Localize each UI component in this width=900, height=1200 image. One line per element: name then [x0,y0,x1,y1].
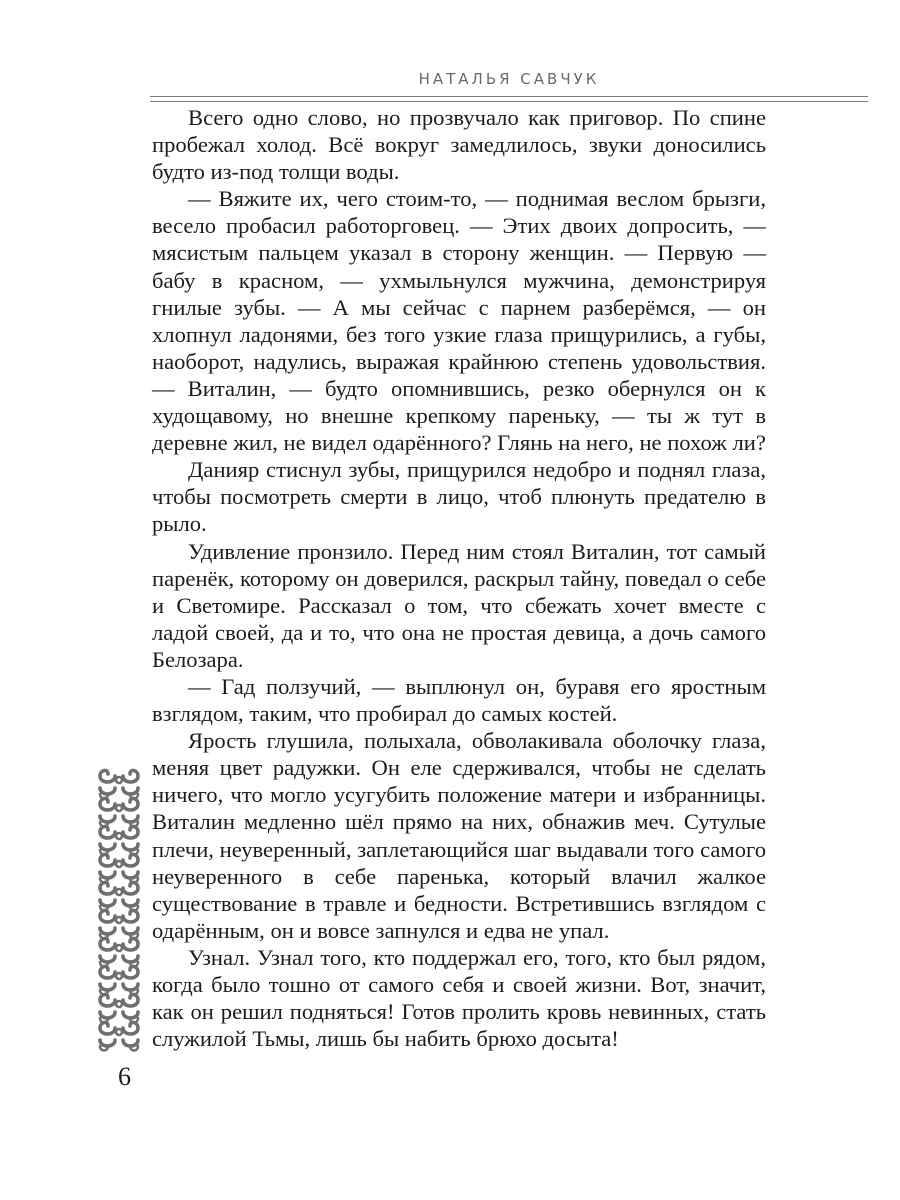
knot-ornament-icon [96,768,142,1064]
running-head: НАТАЛЬЯ САВЧУК [418,70,600,88]
paragraph: Удивление пронзило. Перед ним стоял Виталин, тот самый паренёк, которому он доверился, раскрыл тайну, поведал о себе и Светомире. Рассказал о том, что сбежать хочет вместе с ладой своей, да и то, что она не простая девица, а дочь самого Белозара. [152,538,766,672]
paragraph: Данияр стиснул зубы, прищурился недобро и поднял глаза, чтобы посмотреть смерти в лицо, чтоб плюнуть предателю в рыло. [152,457,766,537]
main-text [152,104,766,1052]
paragraph: Узнал. Узнал того, кто поддержал его, того, кто был рядом, когда было тошно от самого себя и своей жизни. Вот, значит, как он решил подняться! Готов пролить кровь невинных, стать служилой Тьмы, лишь бы набить брюхо досыта! [152,944,766,1052]
page-number: 6 [118,1062,131,1091]
paragraph: Ярость глушила, полыхала, обволакивала оболочку глаза, меняя цвет радужки. Он еле сдерживался, чтобы не сделать ничего, что могло усугубить положение матери и избранницы. Виталин медленно шёл прямо на них, обнажив меч. Сутулые плечи, неуверенный, заплетающийся шаг выдавали того самого неуверенного в себе паренька, который влачил жалкое существование в травле и бедности. Встретившись взглядом с одарённым, он и вовсе запнулся и едва не упал. [152,728,766,943]
paragraph: — Гад ползучий, — выплюнул он, буравя его яростным взглядом, таким, что пробирал до самых костей. [152,673,766,727]
header-rule [150,96,868,102]
paragraph: — Вяжите их, чего стоим-то, — поднимая веслом брызги, весело пробасил работорговец. — Этих двоих допросить, — мясистым пальцем указал в сторону женщин. — Первую — бабу в красном, — ухмыльнулся мужчина, демонстрируя гнилые зубы. — А мы сейчас с парнем разберёмся, — он хлопнул ладонями, без того узкие глаза прищурились, а губы, наоборот, надулись, выражая крайнюю степень удовольствия. — Виталин, — будто опомнившись, резко обернулся он к худощавому, но внешне крепкому пареньку, — ты ж тут в деревне жил, не видел одарённого? Глянь на него, не похож ли? [152,186,766,456]
paragraph: Всего одно слово, но прозвучало как приговор. По спине пробежал холод. Всё вокруг замедлилось, звуки доносились будто из-под толщи воды. [152,105,766,185]
